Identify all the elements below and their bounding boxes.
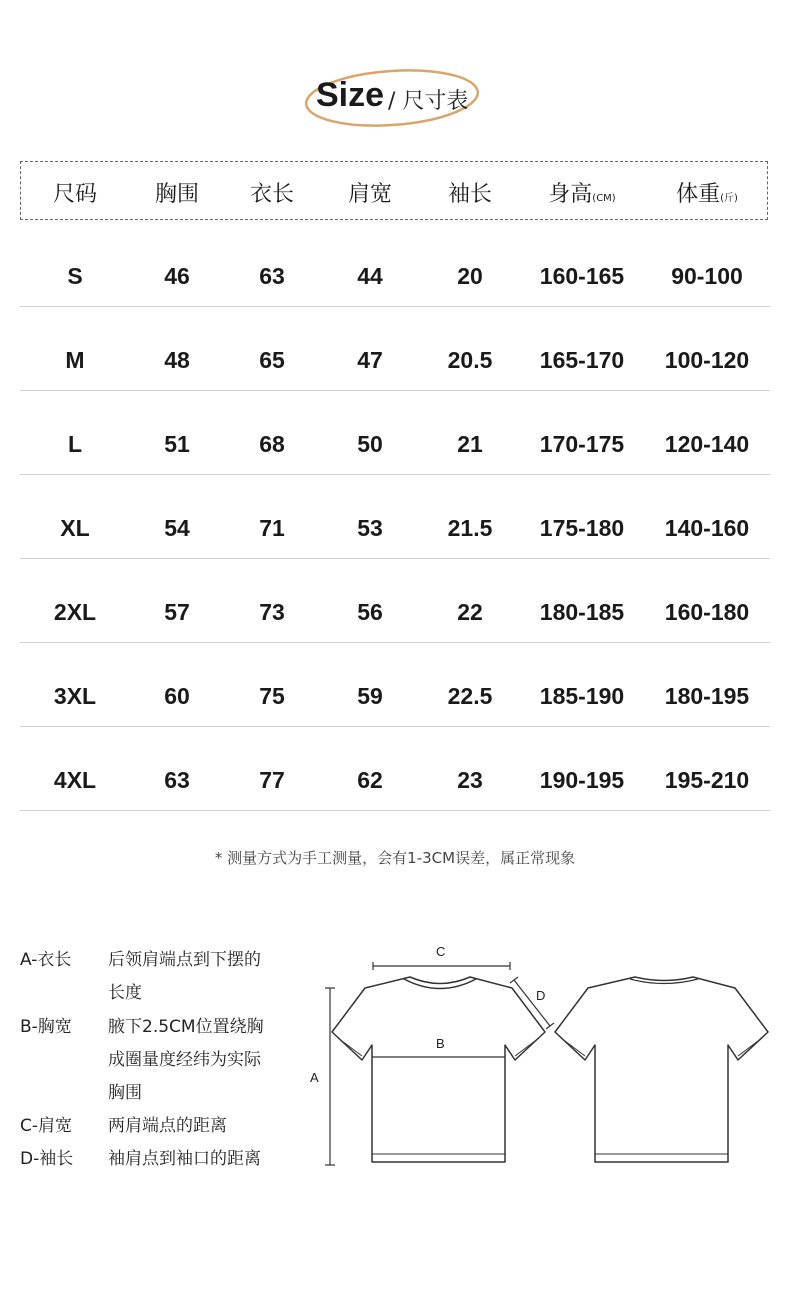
page-title	[300, 62, 500, 132]
row-divider	[20, 474, 770, 475]
cell-length: 71	[259, 515, 285, 541]
legend-desc-a-line2: 长度	[108, 983, 142, 1003]
cell-sleeve: 21.5	[447, 515, 493, 541]
cell-length: 65	[259, 347, 285, 373]
cell-shoulder: 62	[357, 767, 383, 793]
cell-length: 63	[259, 263, 285, 289]
header-sleeve-text: 袖长	[447, 182, 492, 207]
cell-shoulder: 59	[357, 683, 383, 709]
header-weight-text: 体重	[676, 182, 721, 207]
cell-sleeve: 20	[457, 263, 483, 289]
cell-size: L	[67, 431, 83, 457]
row-divider	[20, 306, 770, 307]
cell-size: 2XL	[53, 599, 97, 625]
cell-shoulder: 50	[357, 431, 383, 457]
header-height	[522, 177, 642, 208]
legend-key-a: A-衣长	[20, 950, 72, 970]
header-height-unit: (CM)	[592, 193, 616, 204]
cell-height: 180-185	[539, 599, 625, 625]
row-divider	[20, 390, 770, 391]
header-shoulder-text: 肩宽	[347, 182, 392, 207]
cell-sleeve: 22.5	[447, 683, 493, 709]
cell-sleeve: 23	[457, 767, 483, 793]
tshirt-diagram-svg	[300, 930, 780, 1175]
header-chest-text: 胸围	[154, 182, 199, 207]
diagram-label-c: C	[436, 944, 446, 959]
title-chinese-label: / 尺寸表	[388, 89, 469, 114]
header-sleeve	[410, 177, 530, 208]
legend-desc-b-line3: 胸围	[108, 1083, 142, 1103]
header-height-text: 身高	[548, 182, 593, 207]
cell-weight: 140-160	[664, 515, 750, 541]
cell-weight: 160-180	[664, 599, 750, 625]
cell-size: XL	[60, 515, 90, 541]
cell-weight: 195-210	[664, 767, 750, 793]
cell-height: 160-165	[539, 263, 625, 289]
cell-chest: 51	[164, 431, 190, 457]
cell-shoulder: 53	[357, 515, 383, 541]
cell-chest: 48	[164, 347, 190, 373]
cell-weight: 90-100	[671, 263, 743, 289]
tshirt-front-outline	[332, 977, 545, 1162]
header-weight	[647, 177, 767, 208]
cell-shoulder: 56	[357, 599, 383, 625]
cell-chest: 60	[164, 683, 190, 709]
row-divider	[20, 642, 770, 643]
cell-height: 165-170	[539, 347, 625, 373]
cell-size: 3XL	[53, 683, 97, 709]
cell-size: 4XL	[53, 767, 97, 793]
cell-chest: 54	[164, 515, 190, 541]
cell-chest: 63	[164, 767, 190, 793]
diagram-label-b: B	[436, 1036, 445, 1051]
title-size-label: Size	[316, 76, 385, 114]
cell-size: S	[67, 263, 83, 289]
legend-desc-b-line2: 成圈量度经纬为实际	[108, 1050, 261, 1070]
cell-height: 170-175	[539, 431, 625, 457]
tshirt-back-outline	[555, 977, 768, 1162]
cell-shoulder: 47	[357, 347, 383, 373]
row-divider	[20, 726, 770, 727]
cell-chest: 46	[164, 263, 190, 289]
cell-sleeve: 20.5	[447, 347, 493, 373]
cell-weight: 120-140	[664, 431, 750, 457]
legend-desc-c: 两肩端点的距离	[108, 1116, 227, 1136]
legend-key-c: C-肩宽	[20, 1116, 73, 1136]
cell-weight: 100-120	[664, 347, 750, 373]
cell-length: 77	[259, 767, 285, 793]
header-size-text: 尺码	[52, 182, 97, 207]
cell-length: 68	[259, 431, 285, 457]
legend-key-b: B-胸宽	[20, 1017, 72, 1037]
tshirt-measurement-diagram	[300, 930, 780, 1179]
measurement-note: * 测量方式为手工测量，会有1-3CM误差，属正常现象	[214, 849, 576, 867]
diagram-label-d: D	[536, 988, 546, 1003]
header-length-text: 衣长	[249, 182, 294, 207]
legend-desc-b-line1: 腋下2.5CM位置绕胸	[108, 1017, 264, 1037]
cell-weight: 180-195	[664, 683, 750, 709]
cell-length: 75	[259, 683, 285, 709]
cell-height: 185-190	[539, 683, 625, 709]
cell-sleeve: 21	[457, 431, 483, 457]
cell-length: 73	[259, 599, 285, 625]
cell-height: 190-195	[539, 767, 625, 793]
cell-height: 175-180	[539, 515, 625, 541]
row-divider	[20, 810, 770, 811]
cell-chest: 57	[164, 599, 190, 625]
legend-key-d: D-袖长	[20, 1149, 74, 1169]
legend-desc-a-line1: 后领肩端点到下摆的	[108, 950, 261, 970]
cell-shoulder: 44	[357, 263, 383, 289]
diagram-label-a: A	[310, 1070, 319, 1085]
cell-size: M	[65, 347, 85, 373]
legend-desc-d: 袖肩点到袖口的距离	[108, 1149, 261, 1169]
row-divider	[20, 558, 770, 559]
cell-sleeve: 22	[457, 599, 483, 625]
header-weight-unit: (斤)	[720, 193, 738, 204]
